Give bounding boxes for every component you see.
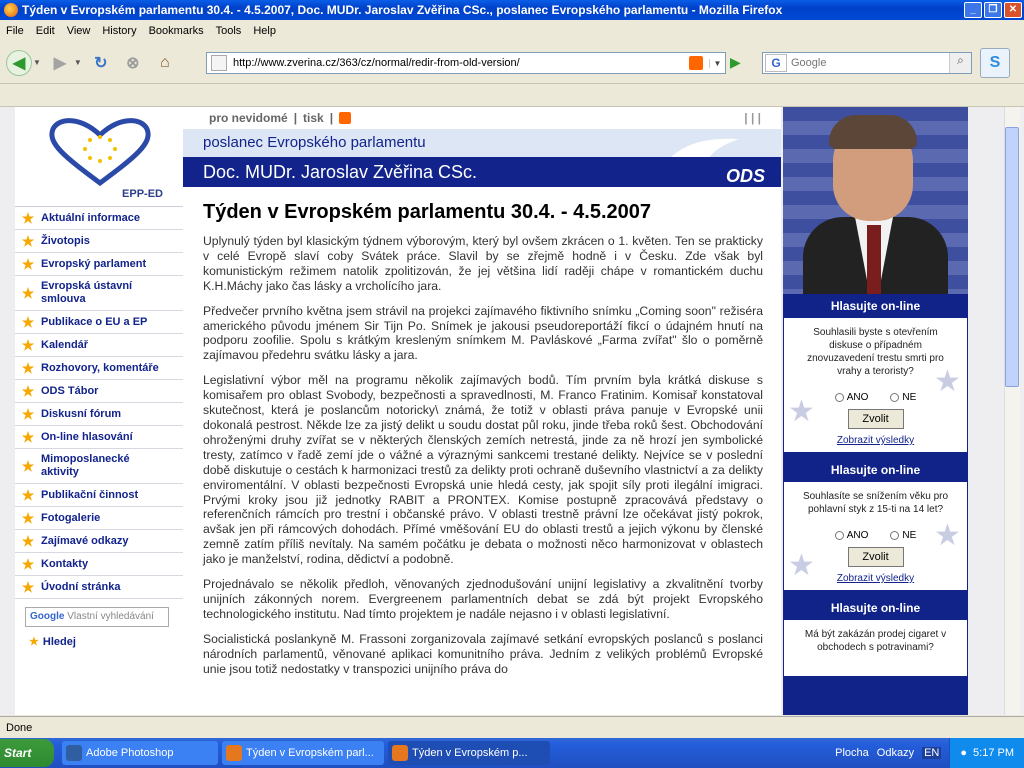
task-firefox-2[interactable] bbox=[388, 741, 550, 765]
menu-view[interactable]: View bbox=[66, 25, 91, 37]
firefox-icon bbox=[4, 3, 18, 17]
sidebar-item-publikacni-cinnost[interactable] bbox=[15, 484, 183, 507]
site-search-input[interactable] bbox=[25, 607, 169, 627]
search-button[interactable] bbox=[29, 635, 183, 648]
bookmarks-toolbar bbox=[0, 85, 1024, 107]
left-sidebar bbox=[15, 107, 183, 715]
poll-option-ano[interactable] bbox=[835, 392, 869, 403]
maximize-button[interactable]: ❐ bbox=[984, 2, 1002, 18]
status-text: Done bbox=[6, 722, 33, 734]
show-results-link[interactable]: Zobrazit výsledky bbox=[836, 435, 915, 446]
star-decoration-icon: ★ bbox=[934, 519, 961, 552]
article-paragraph: Předvečer prvního května jsem strávil na projekci zajímavého fiktivního snímku „Coming soon" režiséra amerického původu jménem Sir Tijn Po. Snímek je jakousi pseudoreportáží fikcí o údajném hnutí na podporu zoofilie. Spolu s krátkým kresleným snímkem M. Pavláskové „Farma zvířat" šlo o poměrně zajímavou předehru svátku lásky a jara. bbox=[203, 303, 763, 363]
option-label: ANO bbox=[846, 392, 869, 403]
poll-question: Má být zakázán prodej cigaret v obchodech s potravinami? bbox=[804, 629, 947, 653]
tray-icon[interactable]: ● bbox=[960, 747, 968, 759]
pipes-divider: | | | bbox=[744, 111, 761, 125]
go-icon[interactable]: ▶ bbox=[730, 54, 741, 70]
star-icon: ★ bbox=[29, 636, 39, 648]
poll-1 bbox=[783, 294, 968, 452]
page-icon bbox=[211, 55, 227, 71]
top-links bbox=[183, 107, 781, 129]
url-text: http://www.zverina.cz/363/cz/normal/redir-from-old-version/ bbox=[233, 57, 520, 69]
header-subtitle bbox=[183, 129, 781, 157]
start-button[interactable] bbox=[0, 739, 54, 767]
menu-file[interactable]: File bbox=[6, 25, 24, 37]
stop-icon[interactable]: ⊗ bbox=[126, 54, 140, 72]
star-icon: ★ bbox=[21, 457, 35, 474]
home-icon[interactable]: ⌂ bbox=[160, 53, 170, 71]
sidebar-item-kontakty[interactable] bbox=[15, 553, 183, 576]
sidebar-item-label: Kalendář bbox=[41, 339, 89, 351]
vote-button[interactable]: Zvolit bbox=[848, 409, 904, 429]
task-firefox-1[interactable] bbox=[222, 741, 384, 765]
star-icon: ★ bbox=[21, 209, 35, 226]
sidebar-item-publikace-o-eu[interactable] bbox=[15, 311, 183, 334]
sidebar-item-label: Kontakty bbox=[41, 558, 89, 570]
sidebar-item-label: Publikace o EU a EP bbox=[41, 316, 148, 328]
radio-ano[interactable] bbox=[835, 531, 844, 540]
google-label: Google bbox=[30, 611, 65, 622]
star-icon: ★ bbox=[21, 532, 35, 549]
show-results-link[interactable]: Zobrazit výsledky bbox=[836, 573, 915, 584]
star-icon: ★ bbox=[21, 255, 35, 272]
mep-photo bbox=[783, 107, 968, 294]
minimize-button[interactable]: _ bbox=[964, 2, 982, 18]
sidebar-item-uvodni-stranka[interactable] bbox=[15, 576, 183, 599]
link-pro-nevidome[interactable]: pro nevidomé bbox=[209, 111, 288, 125]
right-sidebar bbox=[783, 107, 968, 715]
sidebar-item-label: Úvodní stránka bbox=[41, 581, 121, 593]
close-button[interactable]: ✕ bbox=[1004, 2, 1022, 18]
rss-icon[interactable] bbox=[339, 112, 351, 124]
poll-3 bbox=[783, 596, 968, 676]
window-titlebar bbox=[0, 0, 1024, 20]
sidebar-item-label: Mimoposlanecké aktivity bbox=[41, 453, 130, 478]
sidebar-menu bbox=[15, 207, 183, 599]
search-icon[interactable]: ⌕ bbox=[949, 53, 971, 73]
scrollbar[interactable] bbox=[968, 107, 1024, 715]
firefox-icon bbox=[392, 745, 408, 761]
sidebar-item-label: Rozhovory, komentáře bbox=[41, 362, 159, 374]
star-icon: ★ bbox=[21, 313, 35, 330]
vote-button[interactable]: Zvolit bbox=[848, 547, 904, 567]
sidebar-item-label: ODS Tábor bbox=[41, 385, 99, 397]
poll-question: Souhlasili byste s otevřením diskuse o případném znovuzavedení trestu smrti pro vrahy a teroristy? bbox=[807, 327, 944, 377]
poll-heading: Hlasujte on-line bbox=[784, 596, 967, 620]
mep-name: Doc. MUDr. Jaroslav Zvěřina CSc. bbox=[203, 162, 478, 182]
sidebar-item-mimoposlanecke-aktivity[interactable] bbox=[15, 449, 183, 484]
radio-ne[interactable] bbox=[890, 393, 899, 402]
sidebar-item-ods-tabor[interactable] bbox=[15, 380, 183, 403]
link-tisk[interactable]: tisk bbox=[303, 111, 324, 125]
option-label: ANO bbox=[846, 530, 869, 541]
clock[interactable]: 5:17 PM bbox=[973, 747, 1014, 759]
sidebar-item-label: Fotogalerie bbox=[41, 512, 101, 524]
star-icon: ★ bbox=[21, 578, 35, 595]
menubar bbox=[0, 20, 1024, 42]
search-bar[interactable] bbox=[762, 52, 972, 74]
photoshop-icon bbox=[66, 745, 82, 761]
search-input[interactable] bbox=[787, 57, 949, 69]
poll-option-ano[interactable] bbox=[835, 530, 869, 541]
star-icon: ★ bbox=[21, 405, 35, 422]
sidebar-item-rozhovory[interactable] bbox=[15, 357, 183, 380]
star-icon: ★ bbox=[21, 555, 35, 572]
star-icon: ★ bbox=[21, 509, 35, 526]
sidebar-item-label: Evropský parlament bbox=[41, 258, 147, 270]
subtitle-text: poslanec Evropského parlamentu bbox=[203, 134, 426, 151]
menu-bookmarks[interactable]: Bookmarks bbox=[148, 25, 204, 37]
task-photoshop[interactable] bbox=[62, 741, 218, 765]
option-label: NE bbox=[902, 530, 917, 541]
status-bar bbox=[0, 716, 1024, 738]
task-label: Týden v Evropském parl... bbox=[246, 747, 374, 759]
radio-ano[interactable] bbox=[835, 393, 844, 402]
star-icon: ★ bbox=[21, 359, 35, 376]
site-search-placeholder: Vlastní vyhledávání bbox=[67, 611, 154, 622]
menu-edit[interactable]: Edit bbox=[35, 25, 55, 37]
link-separator: | bbox=[329, 111, 334, 125]
star-icon: ★ bbox=[21, 428, 35, 445]
url-bar[interactable] bbox=[206, 52, 726, 74]
poll-2 bbox=[783, 458, 968, 590]
star-decoration-icon: ★ bbox=[788, 395, 815, 428]
back-dropdown-icon[interactable]: ▼ bbox=[33, 58, 41, 67]
sidebar-item-zajimave-odkazy[interactable] bbox=[15, 530, 183, 553]
logo-label: EPP-ED bbox=[122, 188, 163, 200]
article-paragraph: Projednávalo se několik předloh, věnovaných zjednodušování unijní legislativy a zkvalitnění tvorby unijních zákonných norem. Evergreenem parlamentních debat se zdá být projekt Evropského technologického institutu. Nad tímto projektem je nadále nejasno i v oblasti legislativní. bbox=[203, 577, 763, 621]
article-paragraph: Legislativní výbor měl na programu několik zajímavých bodů. Tím prvním byla krátká diskuse s komisařem pro oblast Svobody, bezpečnosti a spravedlnosti, M. Franco Fratinim. Komisař konstatoval skutečnost, která je poslancům notoricky\ známá, že totiž v oblasti práva panuje v Evropské unii dokonalá pestrost. Někde lze za jistý delikt u soudu dostat půl roku, jinde třeba roků šest. Obchodování ohroženými druhy zvířat se v některých členských zemích netrestá, jinde za ně hrozí jen symbolické tresty, zatímco v řadě zemí jde o vážné a výraznými sankcemi trestané delikty. Nejvíce se v poslední době diskutuje o cestách k harmonizaci trestů za delikty proti ochraně duševního vlastnictví a za delikty enviromentální. V oblasti bezpečnosti Evropská unie hledá cesty, jak spojit síly proti ilegální imigraci. Prvými kroky jsou již jednotky RABIT a PRONTEX. Komise postupně zpracovává představy o referenčních rámcích pro trestní i občanské právo. V oblasti trestně právní lze očekávat jistý pokrok, avšak jen při rámcových dohodách. Přímé vměšování EU do oblasti trestů a jejich výkonu by členské zemně zatím příliš nevítaly. Na samém počátku je debata o možnosti něco harmonizovat v oblastech jako je manželství, rodina, dědictví a podobně. bbox=[203, 373, 763, 567]
poll-option-ne[interactable] bbox=[890, 392, 916, 403]
article bbox=[183, 187, 781, 676]
star-icon: ★ bbox=[21, 232, 35, 249]
skype-icon[interactable]: S bbox=[980, 48, 1010, 78]
star-icon: ★ bbox=[21, 382, 35, 399]
sidebar-item-label: Evropská ústavní smlouva bbox=[41, 280, 133, 305]
star-decoration-icon: ★ bbox=[934, 365, 961, 398]
poll-option-ne[interactable] bbox=[890, 530, 916, 541]
sidebar-item-label: Diskusní fórum bbox=[41, 408, 122, 420]
url-dropdown-icon[interactable]: ▼ bbox=[709, 59, 725, 68]
poll-question: Souhlasíte se snížením věku pro pohlavní styk z 15-ti na 14 let? bbox=[802, 491, 949, 515]
forward-dropdown-icon[interactable]: ▼ bbox=[73, 58, 82, 67]
google-engine-icon[interactable]: G bbox=[765, 54, 787, 72]
menu-history[interactable]: History bbox=[102, 25, 137, 37]
taskbar bbox=[0, 738, 1024, 768]
sidebar-item-label: Publikační činnost bbox=[41, 489, 139, 501]
menu-help[interactable]: Help bbox=[253, 25, 276, 37]
forward-icon[interactable]: ▶ bbox=[53, 54, 67, 72]
language-indicator[interactable]: EN bbox=[924, 747, 940, 759]
back-icon[interactable]: ◀ bbox=[6, 50, 32, 76]
sidebar-item-online-hlasovani[interactable] bbox=[15, 426, 183, 449]
star-decoration-icon: ★ bbox=[788, 549, 815, 582]
task-label: Týden v Evropském p... bbox=[412, 747, 528, 759]
article-paragraph: Uplynulý týden byl klasickým týdnem výborovým, který byl ovšem zkrácen o 1. květen. Ten se prakticky v celé Evropě slaví coby Svátek práce. Slavil by se zřejmě hodně i v Česku. Zde však byl komunistickým režimem natolik zpolitizován, že jej většina lidí raději chápe v romantickém duchu K.H.Máchy jako čas lásky a vrcholícího jara. bbox=[203, 234, 763, 293]
odkazy-label[interactable]: Odkazy bbox=[876, 747, 915, 759]
window-title: Týden v Evropském parlamentu 30.4. - 4.5.2007, Doc. MUDr. Jaroslav Zvěřina CSc., poslanec Evropského parlamentu - Mozilla Firefox bbox=[22, 3, 783, 17]
star-icon: ★ bbox=[21, 336, 35, 353]
sidebar-item-aktualni-informace[interactable] bbox=[15, 207, 183, 230]
sidebar-item-label: Aktuální informace bbox=[41, 212, 141, 224]
poll-heading: Hlasujte on-line bbox=[784, 294, 967, 318]
search-button-label: Hledej bbox=[42, 636, 76, 648]
navigation-toolbar bbox=[0, 42, 1024, 84]
radio-ne[interactable] bbox=[890, 531, 899, 540]
sidebar-item-label: Zajímavé odkazy bbox=[41, 535, 129, 547]
firefox-icon bbox=[226, 745, 242, 761]
article-paragraph: Socialistická poslankyně M. Frassoni zorganizovala zajímavé setkání evropských poslanců s poslanci národních parlamentů, věnované aplikaci komunitního práva. Jedním z velikých problémů Evropské unie jsou totiž nedostatky v transpozici unijního práva do bbox=[203, 631, 763, 676]
sidebar-item-fotogalerie[interactable] bbox=[15, 507, 183, 530]
sidebar-item-kalendar[interactable] bbox=[15, 334, 183, 357]
page-viewport bbox=[0, 107, 1024, 715]
sidebar-item-evropska-ustavni-smlouva[interactable] bbox=[15, 276, 183, 311]
system-tray bbox=[949, 738, 1024, 768]
ods-logo: ODS bbox=[725, 166, 765, 186]
sidebar-item-label: Životopis bbox=[41, 235, 90, 247]
star-icon: ★ bbox=[21, 486, 35, 503]
plocha-label[interactable]: Plocha bbox=[835, 747, 869, 759]
star-icon: ★ bbox=[21, 284, 35, 301]
link-separator: | bbox=[293, 111, 298, 125]
sidebar-item-diskusni-forum[interactable] bbox=[15, 403, 183, 426]
task-label: Adobe Photoshop bbox=[86, 747, 174, 759]
epp-ed-logo[interactable] bbox=[15, 107, 183, 207]
poll-heading: Hlasujte on-line bbox=[784, 458, 967, 482]
reload-icon[interactable]: ↻ bbox=[94, 54, 108, 72]
main-content bbox=[183, 107, 781, 715]
sidebar-item-zivotopis[interactable] bbox=[15, 230, 183, 253]
header-name bbox=[183, 157, 781, 187]
article-title: Týden v Evropském parlamentu 30.4. - 4.5.2007 bbox=[203, 201, 651, 223]
sidebar-item-label: On-line hlasování bbox=[41, 431, 133, 443]
option-label: NE bbox=[902, 392, 917, 403]
rss-feed-icon[interactable] bbox=[689, 56, 703, 70]
start-label: Start bbox=[4, 746, 32, 760]
sidebar-item-evropsky-parlament[interactable] bbox=[15, 253, 183, 276]
menu-tools[interactable]: Tools bbox=[215, 25, 242, 37]
scrollbar-thumb[interactable] bbox=[1005, 127, 1019, 387]
